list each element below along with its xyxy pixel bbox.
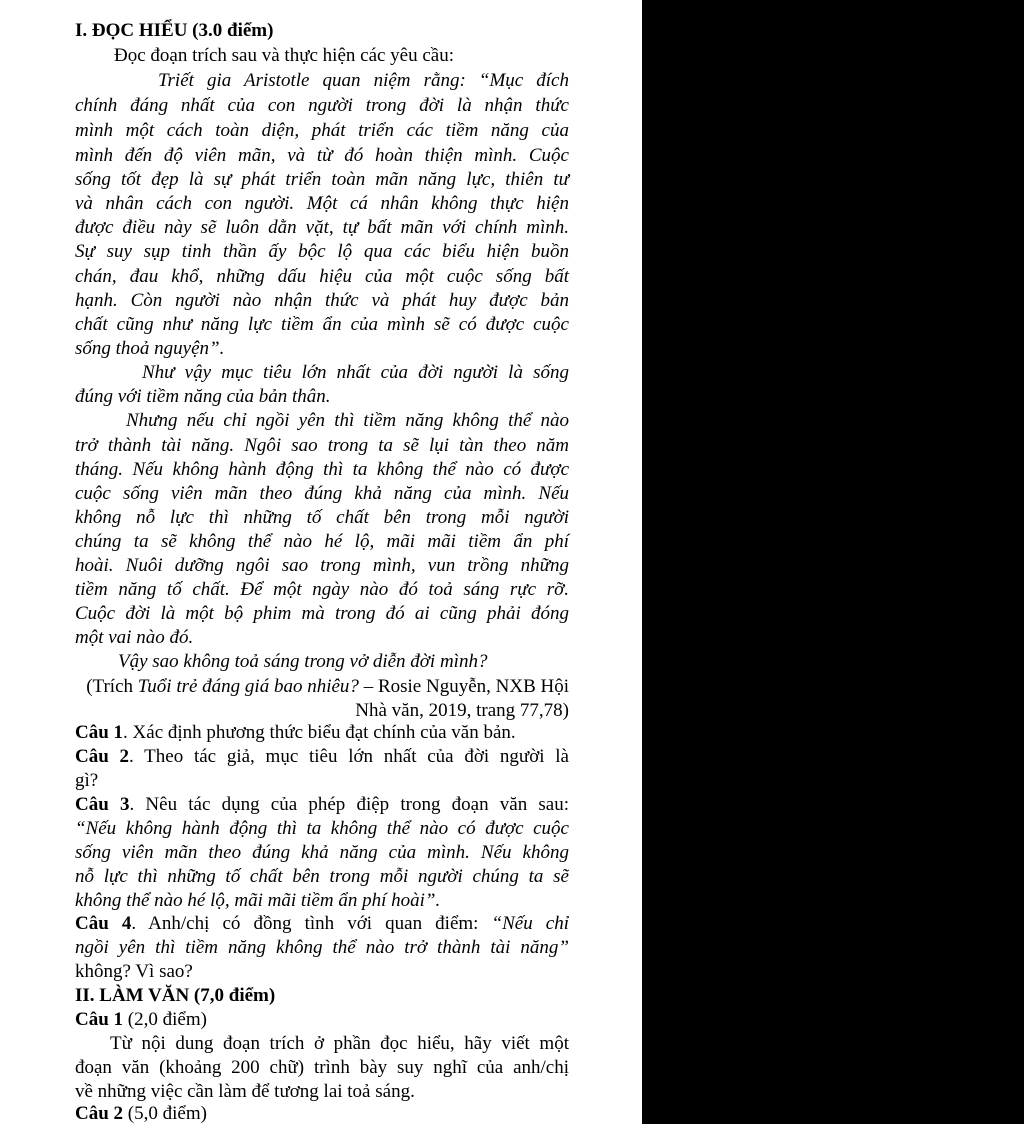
- essay-question-1-points: (2,0 điểm): [123, 1009, 207, 1030]
- passage-line: đúng với tiềm năng của bản thân.: [75, 386, 331, 407]
- passage-line: Cuộc đời là một bộ phim mà trong đó ai cũng phải đóng: [75, 603, 569, 624]
- passage-line: không nỗ lực thì những tố chất bên trong mỗi người: [75, 507, 569, 528]
- passage-line: hoài. Nuôi dưỡng ngôi sao trong mình, vun trồng những: [75, 555, 569, 576]
- passage-line: Vậy sao không toả sáng trong vở diễn đời mình?: [118, 651, 488, 672]
- passage-line: Sự suy sụp tinh thần ấy bộc lộ qua các biểu hiện buồn: [75, 241, 569, 262]
- question-4-text: . Anh/chị có đồng tình với quan điểm:: [131, 913, 492, 934]
- passage-line: tiềm năng tố chất. Để một ngày nào đó toả sáng rực rỡ.: [75, 579, 569, 600]
- citation: [75, 675, 569, 699]
- passage-line: Triết gia Aristotle quan niệm rằng: “Mục đích: [158, 70, 569, 91]
- passage-line: tháng. Nếu không hành động thì ta không thể nào có được: [75, 459, 569, 480]
- question-1: [75, 721, 569, 745]
- essay-question-1-line: về những việc cần làm để tương lai toả sáng.: [75, 1081, 415, 1102]
- section1-title: I. ĐỌC HIỂU (3.0 điểm): [75, 20, 274, 41]
- question-3-quote-line: “Nếu không hành động thì ta không thể nào có được cuộc: [75, 818, 569, 839]
- question-2: [75, 745, 569, 769]
- passage-line: chán, đau khổ, những dấu hiệu của một cuộc sống bất: [75, 266, 569, 287]
- citation-prefix: (Trích: [86, 676, 138, 697]
- passage-line: sống tốt đẹp là sự phát triển toàn mãn năng lực, thiên tư: [75, 169, 569, 190]
- essay-question-1-label: Câu 1: [75, 1009, 124, 1030]
- citation-book-title: Tuổi trẻ đáng giá bao nhiêu?: [137, 676, 359, 697]
- section2-title: II. LÀM VĂN (7,0 điểm): [75, 985, 276, 1006]
- essay-question-2-label: Câu 2: [75, 1103, 124, 1124]
- essay-question-1: [75, 1008, 569, 1032]
- question-4-quote-start: “Nếu chỉ: [491, 913, 570, 934]
- black-side-panel: [642, 0, 1024, 1124]
- question-4: [75, 912, 569, 936]
- passage-line: mình một cách toàn diện, phát triển các tiềm năng của: [75, 120, 569, 141]
- passage-line: một vai nào đó.: [75, 627, 194, 648]
- question-2-text: . Theo tác giả, mục tiêu lớn nhất của đời người là: [129, 746, 569, 767]
- passage-line: sống thoả nguyện”.: [75, 338, 225, 359]
- question-4-label: Câu 4: [75, 913, 132, 934]
- question-4-line3: không? Vì sao?: [75, 961, 193, 982]
- passage-line: cuộc sống viên mãn theo đúng khả năng của mình. Nếu: [75, 483, 569, 504]
- passage-line: Nhưng nếu chỉ ngồi yên thì tiềm năng không thể nào: [126, 410, 569, 431]
- passage-line: chất cũng như năng lực tiềm ẩn của mình sẽ có được cuộc: [75, 314, 569, 335]
- question-3-quote-line: sống viên mãn theo đúng khả năng của mình. Nếu không: [75, 842, 569, 863]
- question-3: [75, 793, 569, 817]
- question-3-text: . Nêu tác dụng của phép điệp trong đoạn văn sau:: [129, 794, 569, 815]
- question-3-label: Câu 3: [75, 794, 130, 815]
- citation-suffix: – Rosie Nguyễn, NXB Hội: [358, 676, 569, 697]
- passage-line: trở thành tài năng. Ngôi sao trong ta sẽ lụi tàn theo năm: [75, 435, 569, 456]
- essay-question-1-line: đoạn văn (khoảng 200 chữ) trình bày suy nghĩ của anh/chị: [75, 1057, 569, 1078]
- essay-question-2: [75, 1102, 569, 1124]
- passage-line: chính đáng nhất của con người trong đời là nhận thức: [75, 95, 569, 116]
- question-3-quote-line: nỗ lực thì những tố chất bên trong mỗi người chúng ta sẽ: [75, 866, 569, 887]
- passage-line: mình đến độ viên mãn, và từ đó hoàn thiện mình. Cuộc: [75, 145, 569, 166]
- citation-line2: Nhà văn, 2019, trang 77,78): [355, 700, 569, 721]
- passage-line: Như vậy mục tiêu lớn nhất của đời người là sống: [142, 362, 569, 383]
- essay-question-1-line: Từ nội dung đoạn trích ở phần đọc hiểu, hãy viết một: [110, 1033, 569, 1054]
- essay-question-2-points: (5,0 điểm): [123, 1103, 207, 1124]
- question-2-label: Câu 2: [75, 746, 130, 767]
- question-1-label: Câu 1: [75, 722, 124, 743]
- question-2-line2: gì?: [75, 770, 99, 791]
- instruction: Đọc đoạn trích sau và thực hiện các yêu cầu:: [114, 45, 455, 66]
- question-3-quote-line: không thể nào hé lộ, mãi mãi tiềm ẩn phí hoài”.: [75, 890, 441, 911]
- question-1-text: . Xác định phương thức biểu đạt chính của văn bản.: [123, 722, 516, 743]
- passage-line: hạnh. Còn người nào nhận thức và phát huy được bản: [75, 290, 569, 311]
- question-4-quote-line2: ngồi yên thì tiềm năng không thể nào trở thành tài năng”: [75, 937, 569, 958]
- passage-line: chúng ta sẽ không thể nào hé lộ, mãi mãi tiềm ẩn phí: [75, 531, 569, 552]
- passage-line: và nhân cách con người. Một cá nhân không thực hiện: [75, 193, 569, 214]
- passage-line: được điều này sẽ luôn dằn vặt, tự bất mãn với chính mình.: [75, 217, 569, 238]
